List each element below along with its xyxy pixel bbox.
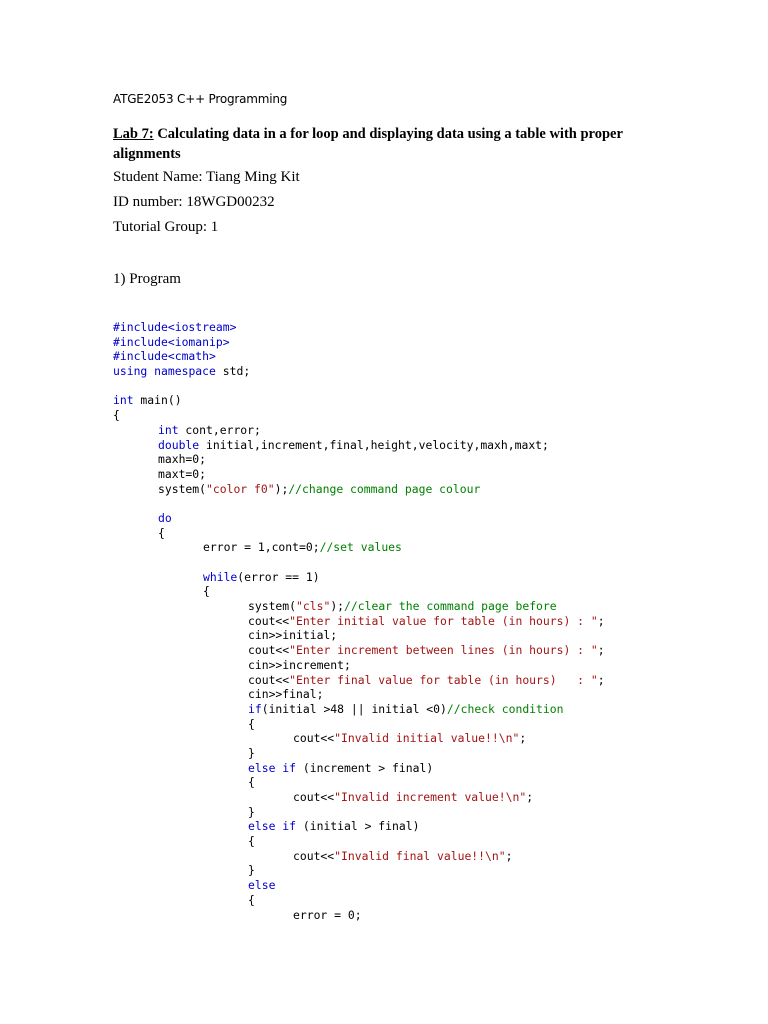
code-line (113, 731, 605, 746)
code-text: ; (519, 731, 527, 746)
code-include: #include<iostream> (113, 320, 237, 334)
code-text: ; (597, 643, 605, 658)
code-string: "cls" (296, 599, 331, 614)
code-line (113, 702, 605, 717)
code-blank-line (113, 379, 605, 394)
code-text: ; (597, 672, 605, 687)
code-text: main() (133, 393, 182, 408)
code-string: "Enter increment between lines (in hours) : " (289, 643, 598, 658)
course-header: ATGE2053 C++ Programming (113, 92, 288, 106)
code-keyword: int (113, 393, 134, 408)
code-text: cout<< (248, 613, 290, 628)
code-text: system( (248, 599, 297, 614)
code-line (113, 423, 605, 438)
code-line: } (248, 804, 255, 819)
code-line (113, 320, 605, 335)
code-line: { (248, 834, 255, 849)
code-line (113, 570, 605, 585)
code-line (113, 878, 605, 893)
code-string: "Invalid increment value!\n" (334, 790, 527, 804)
code-keyword: int (158, 422, 179, 437)
code-keyword: namespace (154, 364, 216, 379)
code-keyword: else if (248, 819, 297, 834)
code-line (113, 673, 605, 688)
code-text: ; (597, 613, 605, 628)
code-text: cout<< (248, 672, 290, 687)
code-line (113, 540, 605, 555)
code-text: (increment > final) (296, 760, 434, 775)
student-id: ID number: 18WGD00232 (113, 194, 275, 210)
code-include: #include<iomanip> (113, 334, 230, 349)
code-keyword: do (158, 510, 172, 525)
code-line (113, 335, 605, 350)
code-line: { (248, 892, 255, 907)
code-line (113, 790, 605, 805)
code-string: "Invalid initial value!!\n" (334, 731, 520, 746)
code-line (113, 643, 605, 658)
code-line (113, 599, 605, 614)
code-keyword: using (113, 364, 148, 379)
code-comment: //change command page colour (288, 481, 481, 496)
code-line (113, 393, 605, 408)
code-comment: //set values (319, 540, 402, 555)
code-text: ); (274, 481, 289, 496)
code-line: { (248, 775, 255, 790)
lab-title (113, 124, 673, 164)
code-line: cin>>initial; (248, 628, 338, 643)
code-blank-line (113, 496, 605, 511)
code-line (113, 849, 605, 864)
code-line (113, 614, 605, 629)
lab-label: Lab 7: (113, 126, 154, 142)
code-text: cout<< (293, 790, 335, 804)
code-line: { (203, 584, 210, 599)
code-keyword: while (203, 569, 238, 584)
code-include: #include<cmath> (113, 349, 216, 364)
code-text: cout<< (248, 643, 290, 658)
code-text: initial,increment,final,height,velocity,maxh,maxt; (199, 437, 549, 452)
code-line (113, 482, 605, 497)
code-string: "color f0" (206, 481, 275, 496)
code-text: cout<< (293, 848, 335, 863)
code-text: system( (158, 481, 207, 496)
code-line: { (113, 408, 120, 423)
code-string: "Enter initial value for table (in hours) : " (289, 613, 598, 628)
code-comment: //check condition (446, 701, 564, 716)
code-line: { (248, 716, 255, 731)
code-keyword: double (158, 437, 200, 452)
code-text: cont,error; (178, 422, 261, 437)
code-string: "Enter final value for table (in hours) : " (289, 672, 598, 687)
code-text: ; (505, 848, 513, 863)
code-text: error = 1,cont=0; (203, 540, 320, 555)
code-text: (initial >48 || initial <0) (261, 701, 447, 716)
code-text: ); (330, 599, 345, 614)
code-line: { (158, 525, 165, 540)
code-line: } (248, 745, 255, 760)
code-keyword: else (248, 878, 276, 893)
code-listing (113, 320, 605, 922)
code-line (113, 761, 605, 776)
code-comment: //clear the command page before (344, 599, 557, 614)
code-line: error = 0; (293, 907, 362, 922)
code-line: cin>>final; (248, 687, 324, 702)
code-text: ; (526, 790, 534, 804)
lab-title-text: Calculating data in a for loop and displaying data using a table with proper alignments (113, 126, 623, 162)
code-string: "Invalid final value!!\n" (334, 848, 506, 863)
code-text: std; (215, 364, 251, 379)
code-text: (error == 1) (237, 569, 320, 584)
code-text: cout<< (293, 731, 335, 746)
code-keyword: if (248, 701, 262, 716)
code-blank-line (113, 555, 605, 570)
tutorial-group: Tutorial Group: 1 (113, 219, 219, 235)
code-line: cin>>increment; (248, 657, 351, 672)
code-keyword: else if (248, 760, 297, 775)
code-line: maxh=0; (158, 452, 207, 467)
student-name: Student Name: Tiang Ming Kit (113, 169, 300, 185)
section-heading: 1) Program (113, 271, 181, 287)
code-line: maxt=0; (158, 466, 207, 481)
code-line (113, 819, 605, 834)
code-line (113, 349, 605, 364)
code-line (113, 438, 605, 453)
code-text: (initial > final) (296, 819, 420, 834)
code-line: } (248, 863, 255, 878)
code-line (113, 364, 605, 379)
code-line (113, 511, 605, 526)
